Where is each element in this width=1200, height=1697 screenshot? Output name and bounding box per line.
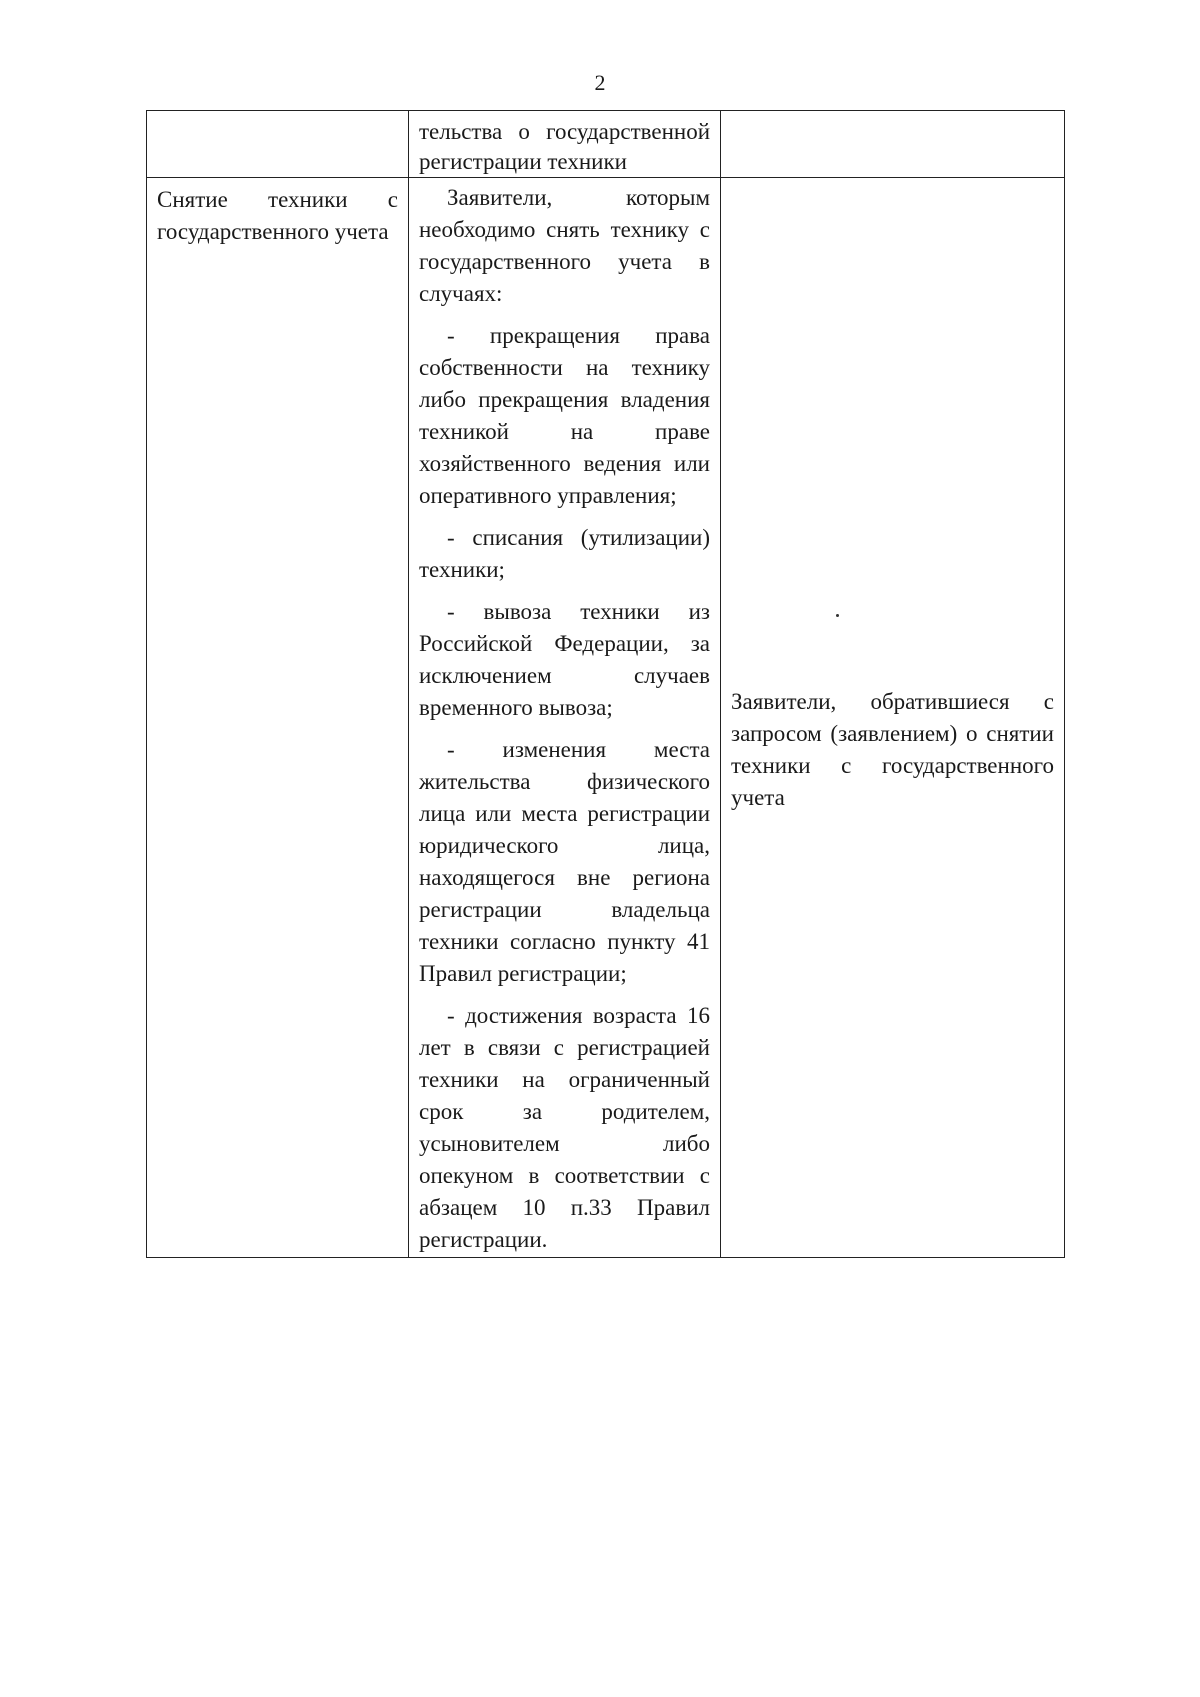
page-number: 2 [594, 70, 606, 95]
table-row-continuation [147, 111, 1065, 178]
cell-service-name [147, 178, 409, 1258]
applicants-text [409, 178, 720, 1256]
case-write-off: - списания (утилизации) техники; [419, 525, 710, 582]
cell-representatives-continued [721, 111, 1065, 178]
case-ownership-termination: - прекращения права собственности на технику либо прекращения владения техникой на праве хозяйственного ведения или оперативного управления; [419, 323, 710, 508]
representatives-text: Заявители, обратившиеся с запросом (заявлением) о снятии техники с государственного учета [731, 689, 1054, 810]
applicants-intro: Заявители, которым необходимо снять технику с государственного учета в случаях: [419, 185, 710, 306]
cell-text [147, 111, 408, 117]
case-age-16: - достижения возраста 16 лет в связи с регистрацией техники на ограниченный срок за родителем, усыновителем либо опекуном в соответствии с абзацем 10 п.33 Правил регистрации. [419, 1003, 710, 1252]
scan-speck [836, 614, 839, 617]
cell-text: тельства о государственной регистрации техники [419, 119, 710, 174]
cell-applicants-continued [409, 111, 721, 178]
services-table [146, 110, 1065, 1258]
case-export: - вывоза техники из Российской Федерации, за исключением случаев временного вывоза; [419, 599, 710, 720]
cell-service-name-continued [147, 111, 409, 178]
service-name-text: Снятие техники с государственного учета [157, 187, 398, 244]
case-relocation: - изменения места жительства физического лица или места регистрации юридического лица, находящегося вне региона регистрации владельца техники согласно пункту 41 Правил регистрации; [419, 737, 710, 986]
cell-applicants [409, 178, 721, 1258]
cell-representatives [721, 178, 1065, 1258]
table-row-deregistration [147, 178, 1065, 1258]
